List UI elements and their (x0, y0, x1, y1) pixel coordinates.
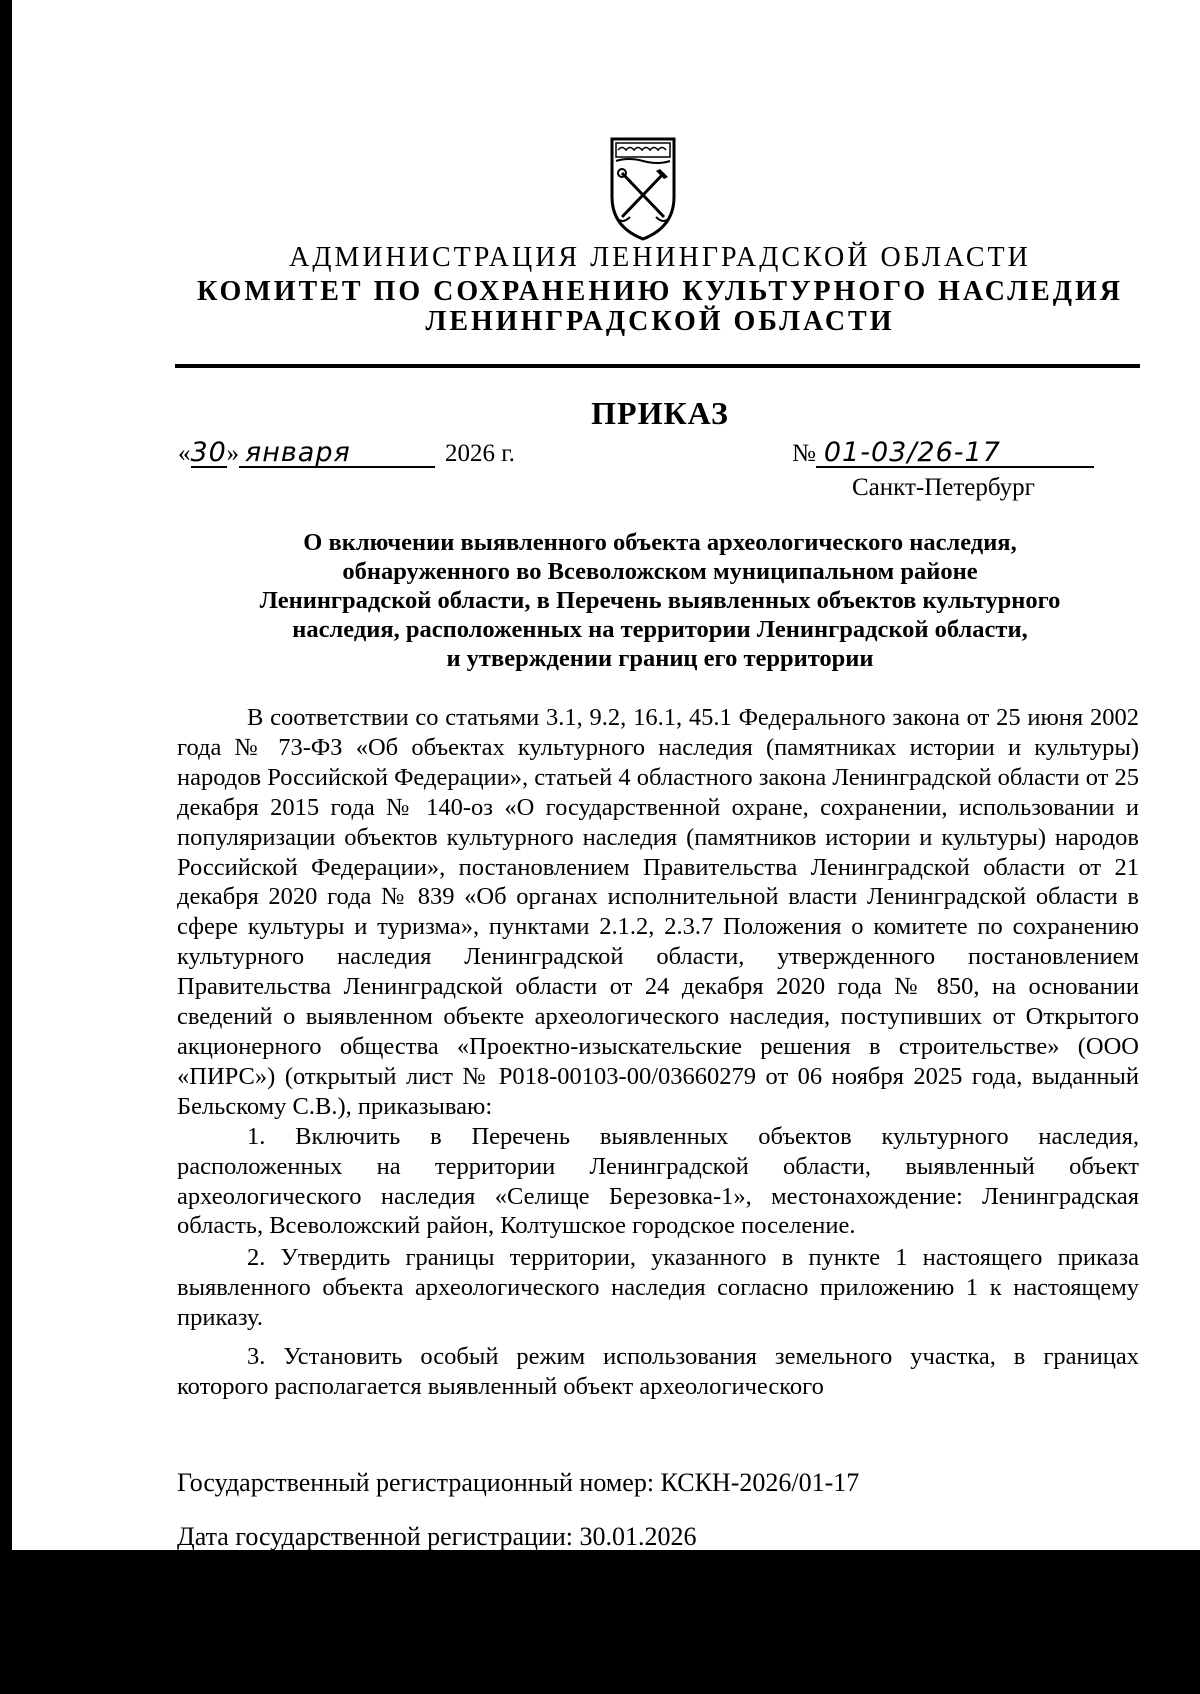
date-year: 2026 г. (445, 440, 515, 467)
subject-line: О включении выявленного объекта археологического наследия, (303, 529, 1017, 556)
scan-border-bottom-strip (0, 1550, 1200, 1570)
header-divider (175, 364, 1140, 368)
item-2-paragraph: 2. Утвердить границы территории, указанного в пункте 1 настоящего приказа выявленного объекта археологического наследия согласно приложению 1 к настоящему приказу. (177, 1244, 1139, 1332)
number-sign: № (792, 440, 816, 467)
date-day: 30 (190, 437, 227, 468)
preamble-paragraph: В соответствии со статьями 3.1, 9.2, 16.1, 45.1 Федерального закона от 25 июня 2002 года № 73-ФЗ «Об объектах культурного наследия (памятниках истории и культуры) народов Российской Федерации», статьей 4 областного закона Ленинградской области от 25 декабря 2015 года № 140-оз «О государственной охране, сохранении, использовании и популяризации объектов культурного наследия (памятников истории и культуры) народов Российской Федерации», постановлением Правительства Ленинградской области от 21 декабря 2020 года № 839 «Об органах исполнительной власти Ленинградской области в сфере культуры и туризма», пунктами 2.1.2, 2.3.7 Положения о комитете по сохранению культурного наследия Ленинградской области, утвержденного постановлением Правительства Ленинградской области от 24 декабря 2020 года № 850, на основании сведений о выявленном объекте археологического наследия, поступивших от Открытого акционерного общества «Проектно-изыскательские решения в строительстве» (ООО «ПИРС») (открытый лист № Р018-00103-00/03660279 от 06 ноября 2025 года, выданный Бельскому С.В.), приказываю: (177, 704, 1139, 1120)
registration-number: Государственный регистрационный номер: КСКН-2026/01-17 (177, 1468, 860, 1497)
date-open-quote: « (178, 440, 191, 467)
order-date (178, 437, 515, 468)
item-3-paragraph: 3. Установить особый режим использования земельного участка, в границах которого располагается выявленный объект археологического (177, 1343, 1139, 1400)
subject-line: Ленинградской области, в Перечень выявленных объектов культурного (259, 587, 1061, 614)
order-body (177, 703, 1139, 1402)
number-value: 01-03/26-17 (816, 440, 1094, 468)
order-number (792, 437, 1094, 468)
date-month: января (239, 440, 435, 468)
subject-line: обнаруженного во Всеволожском муниципальном районе (342, 558, 978, 585)
city: Санкт-Петербург (852, 474, 1035, 501)
item-1-paragraph: 1. Включить в Перечень выявленных объектов культурного наследия, расположенных на территории Ленинградской области, выявленный объект археологического наследия «Селище Березовка-1», местонахождение: Ленинградская область, Всеволожский район, Колтушское городское поселение. (177, 1122, 1139, 1240)
registration-date: Дата государственной регистрации: 30.01.2026 (177, 1522, 697, 1551)
committee-title-line1: КОМИТЕТ ПО СОХРАНЕНИЮ КУЛЬТУРНОГО НАСЛЕДИЯ (196, 276, 1124, 307)
order-subject (170, 528, 1150, 673)
coat-of-arms-emblem (608, 135, 678, 243)
committee-title-line2: ЛЕНИНГРАДСКОЙ ОБЛАСТИ (425, 306, 895, 337)
order-title: ПРИКАЗ (591, 395, 729, 431)
subject-line: наследия, расположенных на территории Ленинградской области, (292, 616, 1028, 643)
administration-title: АДМИНИСТРАЦИЯ ЛЕНИНГРАДСКОЙ ОБЛАСТИ (289, 242, 1031, 273)
date-close-quote: » (226, 440, 239, 467)
scan-border-left (0, 0, 12, 1694)
subject-line: и утверждении границ его территории (446, 645, 874, 672)
scan-border-bottom (0, 1570, 1200, 1694)
